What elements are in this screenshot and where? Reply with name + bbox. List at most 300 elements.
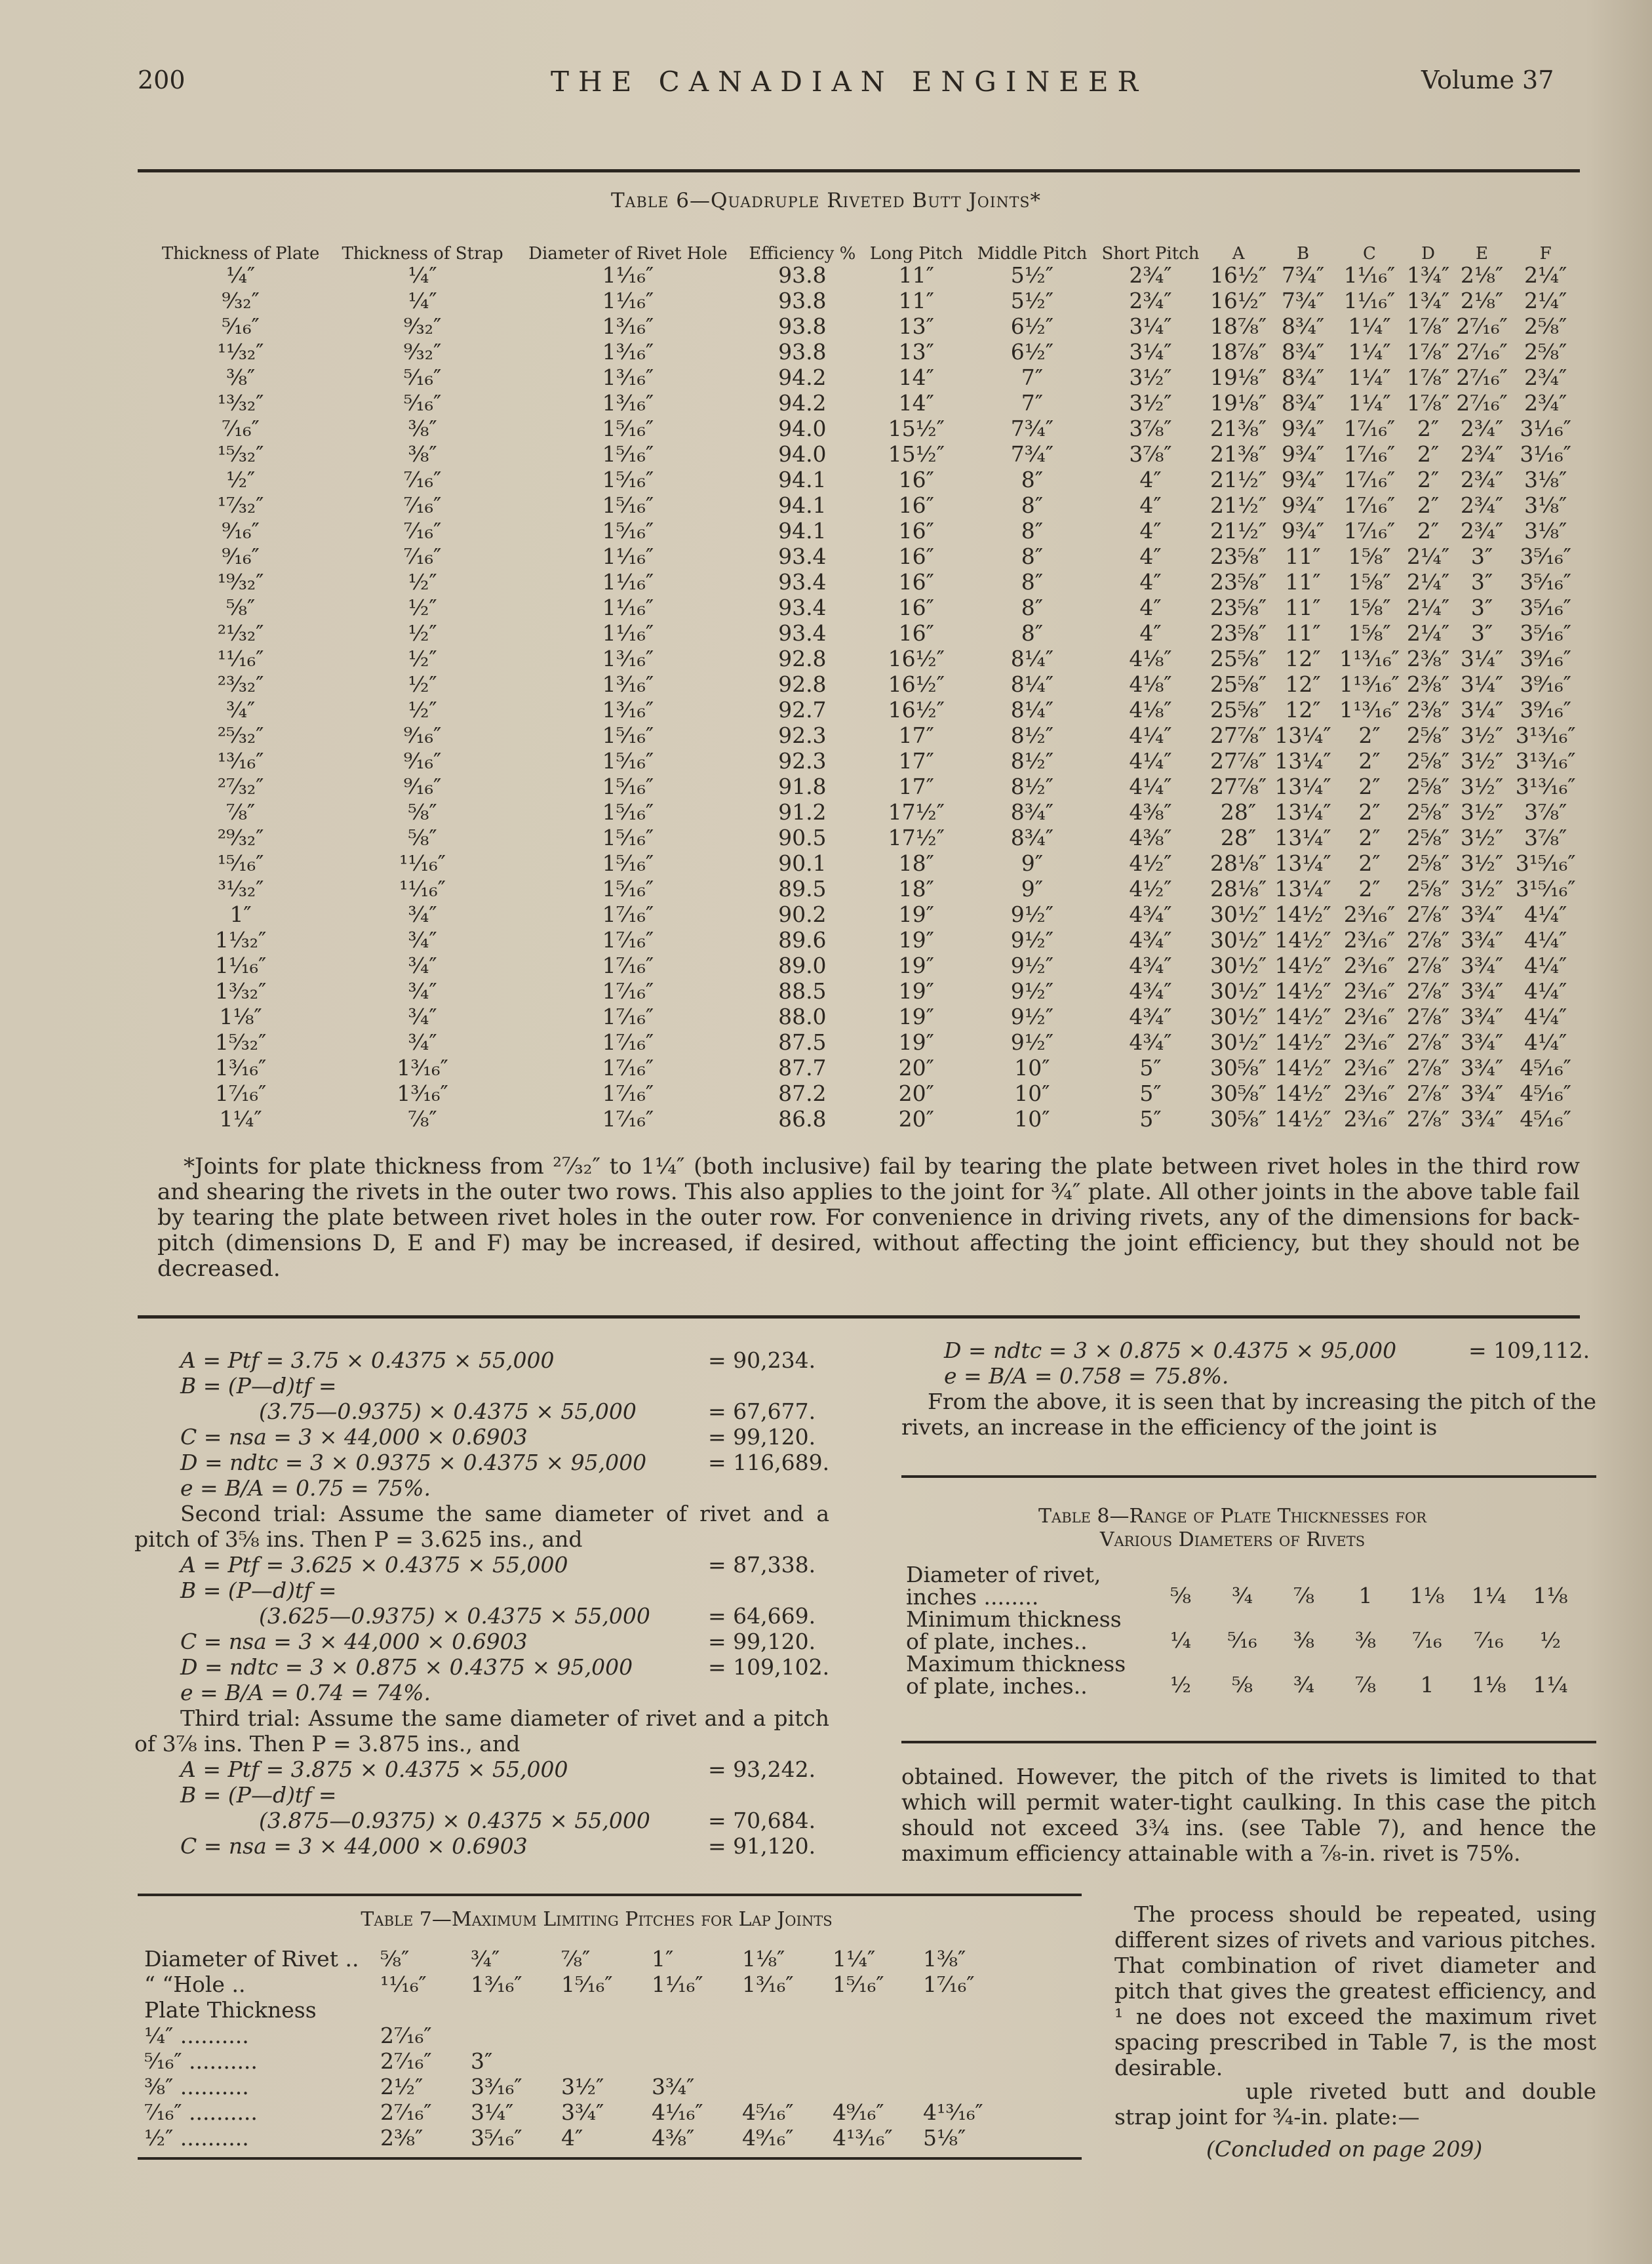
table7-cell xyxy=(736,2023,826,2048)
table6-cell: 4¾″ xyxy=(1129,1004,1172,1029)
table6-cell: ¹³⁄₃₂″ xyxy=(217,390,264,416)
table6-cell: 94.1 xyxy=(778,518,827,544)
table6-cell: 3¾″ xyxy=(1460,1029,1504,1055)
table6-cell: 89.5 xyxy=(778,876,827,902)
table8-cell: ¼ xyxy=(1170,1627,1191,1653)
table8-caption xyxy=(905,1505,1560,1552)
table6-cell: 16″ xyxy=(898,467,934,492)
table6-cell: ³¹⁄₃₂″ xyxy=(217,876,264,902)
table6-cell: 1³⁄₁₆″ xyxy=(602,365,654,390)
table7-cell: 1⅜″ xyxy=(923,1946,966,1972)
table6-cell: 3¹⁄₁₆″ xyxy=(1520,416,1571,441)
table6-cell: 1³⁄₁₆″ xyxy=(602,646,654,671)
table6-cell: 13¼″ xyxy=(1274,876,1331,902)
table6-cell: 90.5 xyxy=(778,825,827,850)
table6-cell: 2¼″ xyxy=(1524,262,1567,288)
table6-cell: 3″ xyxy=(1470,569,1493,595)
equation-result: = 70,684. xyxy=(708,1808,816,1833)
table6-cell: 8½″ xyxy=(1010,723,1054,748)
table6-cell: 4¼″ xyxy=(1524,927,1567,953)
table6-cell: 2³⁄₁₆″ xyxy=(1343,1004,1396,1029)
table6-cell: 3¾″ xyxy=(1460,1055,1504,1081)
table6-cell: 16½″ xyxy=(888,697,945,723)
table6-cell: ⁷⁄₁₆″ xyxy=(403,467,442,492)
table6-cell: 3¾″ xyxy=(1460,1004,1504,1029)
table6-cell: 8½″ xyxy=(1010,748,1054,774)
table6-cell: 4¾″ xyxy=(1129,902,1172,927)
table6-cell: 16½″ xyxy=(1210,288,1267,313)
table7-cell: 2½″ xyxy=(380,2074,423,2099)
table6-cell: 94.0 xyxy=(778,416,827,441)
table6-cell: 87.7 xyxy=(778,1055,827,1081)
table8-cell: 1 xyxy=(1358,1583,1373,1608)
table6-cell: 20″ xyxy=(898,1106,934,1132)
table6-cell: 4⅜″ xyxy=(1129,799,1172,825)
table6-cell: 1⁵⁄₁₆″ xyxy=(602,467,654,492)
table6-cell: 2¾″ xyxy=(1460,467,1504,492)
table6-cell: 4⅛″ xyxy=(1129,671,1172,697)
table6-cell: 92.3 xyxy=(778,748,827,774)
table7-cell: 1⅛″ xyxy=(742,1946,785,1972)
table6-cell: 9½″ xyxy=(1010,978,1054,1004)
table8-cell: 1¼ xyxy=(1533,1672,1568,1698)
table6-cell: 11″ xyxy=(1285,595,1321,620)
table6-cell: 30½″ xyxy=(1210,1029,1267,1055)
table6-cell: 1⁷⁄₁₆″ xyxy=(602,1081,654,1106)
table6-cell: 3⅞″ xyxy=(1524,799,1567,825)
table6-cell: 1⅛″ xyxy=(219,1004,262,1029)
table7-cell: ⅝″ xyxy=(380,1946,410,1972)
table6-cell: 8½″ xyxy=(1010,774,1054,799)
table6-cell: 93.4 xyxy=(778,569,827,595)
equation-result: = 99,120. xyxy=(708,1424,816,1450)
table6-cell: 30½″ xyxy=(1210,953,1267,978)
table6-cell: 1¹⁄₁₆″ xyxy=(214,953,267,978)
table6-cell: 1¹⁄₁₆″ xyxy=(1343,262,1396,288)
paragraph-pitch: From the above, it is seen that by increasing the pitch of the rivets, an increase in the efficiency of the joint is xyxy=(901,1389,1596,1440)
table7-cell: 4⁹⁄₁₆″ xyxy=(742,2125,794,2151)
table6-cell: ½″ xyxy=(408,620,437,646)
table6-cell: 2³⁄₁₆″ xyxy=(1343,902,1396,927)
table8-bottom-rule xyxy=(901,1741,1596,1743)
equation-left: C = nsa = 3 × 44,000 × 0.6903 xyxy=(180,1833,528,1859)
table6-cell: 3½″ xyxy=(1460,774,1504,799)
table6-cell: 3¾″ xyxy=(1460,1081,1504,1106)
table6-cell: 1⅞″ xyxy=(1406,313,1450,339)
table6-cell: ⁹⁄₃₂″ xyxy=(222,288,260,313)
table6-cell: 3¹³⁄₁₆″ xyxy=(1515,774,1576,799)
table6-cell: 8″ xyxy=(1021,467,1044,492)
table6-cell: 8″ xyxy=(1021,518,1044,544)
table6-cell: 4¼″ xyxy=(1524,978,1567,1004)
table6-row xyxy=(151,569,1580,595)
table6-cell: ⁹⁄₁₆″ xyxy=(222,518,260,544)
table6-cell: 1⁷⁄₁₆″ xyxy=(1343,467,1396,492)
table6-row xyxy=(151,1004,1580,1029)
table6-cell: 2⅞″ xyxy=(1406,1055,1450,1081)
table6-cell: 2¾″ xyxy=(1129,262,1172,288)
table6-cell: 2⅞″ xyxy=(1406,902,1450,927)
table6-cell: 2⅝″ xyxy=(1406,799,1450,825)
table6-cell: 4¾″ xyxy=(1129,953,1172,978)
table6-cell: 9½″ xyxy=(1010,902,1054,927)
table8-row-label: Diameter of rivet, inches ........ xyxy=(906,1562,1101,1610)
table7-cell: 3¾″ xyxy=(561,2099,604,2125)
table6-cell: 8″ xyxy=(1021,544,1044,569)
table8-cell: ⁵⁄₁₆ xyxy=(1227,1627,1257,1653)
table6-cell: 25⅝″ xyxy=(1210,646,1267,671)
table6-row xyxy=(151,1081,1580,1106)
table6-cell: ⅝″ xyxy=(226,595,256,620)
table6-cell: 1⁵⁄₁₆″ xyxy=(602,723,654,748)
table6-cell: 94.1 xyxy=(778,492,827,518)
table6-row xyxy=(151,1055,1580,1081)
table6-cell: ²⁷⁄₃₂″ xyxy=(217,774,264,799)
table6-cell: 12″ xyxy=(1285,646,1321,671)
table6-cell: 13¼″ xyxy=(1274,825,1331,850)
equation-result: = 109,112. xyxy=(1468,1338,1590,1363)
table6-cell: ½″ xyxy=(226,467,256,492)
table6-cell: 9½″ xyxy=(1010,953,1054,978)
table6-cell: 19″ xyxy=(898,953,934,978)
table6-cell: 4⁵⁄₁₆″ xyxy=(1520,1055,1571,1081)
table6-cell: 94.2 xyxy=(778,390,827,416)
table6-cell: 1⁵⁄₁₆″ xyxy=(602,416,654,441)
table6-cell: 3⅛″ xyxy=(1524,467,1567,492)
table7-cell: 1″ xyxy=(652,1946,674,1972)
table6-cell: ⁷⁄₁₆″ xyxy=(222,416,260,441)
table6-cell: 8¼″ xyxy=(1010,697,1054,723)
table7-plate-header xyxy=(138,1997,1007,2023)
table6-cell: 2⅝″ xyxy=(1406,850,1450,876)
table6-cell: 2⅝″ xyxy=(1524,339,1567,365)
equation-left: (3.875—0.9375) × 0.4375 × 55,000 xyxy=(259,1808,650,1833)
table6-cell: ⅝″ xyxy=(408,825,437,850)
table6-cell: 14½″ xyxy=(1274,1081,1331,1106)
table6-cell: 1³⁄₁₆″ xyxy=(397,1081,448,1106)
equation-result: = 116,689. xyxy=(708,1450,830,1475)
table6-cell: 1⁵⁄₁₆″ xyxy=(602,774,654,799)
table6-column-header: E xyxy=(1476,244,1489,264)
table6-cell: ¾″ xyxy=(408,902,437,927)
table6-cell: 1⅝″ xyxy=(1348,569,1391,595)
table6-cell: 5½″ xyxy=(1010,262,1054,288)
table8 xyxy=(898,1564,1581,1698)
table7-cell: ¹¹⁄₁₆″ xyxy=(380,1972,427,1997)
table6-cell: ¹⁷⁄₃₂″ xyxy=(217,492,264,518)
table6-cell: 2⅛″ xyxy=(1460,262,1504,288)
table7-cell xyxy=(736,2048,826,2074)
table6-cell: 1¹⁄₁₆″ xyxy=(602,620,654,646)
table6-cell: 1⁵⁄₁₆″ xyxy=(602,876,654,902)
table6-cell: 1¹⁄₁₆″ xyxy=(602,544,654,569)
table6-cell: 1⁵⁄₁₆″ xyxy=(602,441,654,467)
table6-cell: 3¹⁵⁄₁₆″ xyxy=(1515,850,1576,876)
table6-cell: ¾″ xyxy=(408,978,437,1004)
table7-cell xyxy=(916,2074,1007,2099)
table6-cell: 4⅛″ xyxy=(1129,646,1172,671)
table6-cell: 1¹⁄₁₆″ xyxy=(602,569,654,595)
section-rule xyxy=(138,1315,1580,1319)
table6-cell: ²⁹⁄₃₂″ xyxy=(217,825,264,850)
equation-result: = 91,120. xyxy=(708,1833,816,1859)
table6-cell: 1⁷⁄₁₆″ xyxy=(602,927,654,953)
table6-row xyxy=(151,1029,1580,1055)
table6-cell: 3⁹⁄₁₆″ xyxy=(1520,671,1571,697)
table8-cell: 1¼ xyxy=(1471,1583,1506,1608)
table6-cell: 30⅝″ xyxy=(1210,1106,1267,1132)
table7-cell: 3¾″ xyxy=(652,2074,695,2099)
equation-result: = 64,669. xyxy=(708,1603,816,1629)
table6-column-header: Diameter of Rivet Hole xyxy=(528,244,728,264)
table6-cell: 3″ xyxy=(1470,620,1493,646)
table6-cell: 92.8 xyxy=(778,671,827,697)
table6-cell: 9¾″ xyxy=(1281,467,1325,492)
table6-cell: 1⁵⁄₁₆″ xyxy=(602,799,654,825)
table6-cell: 9½″ xyxy=(1010,1029,1054,1055)
table6-cell: 2⅞″ xyxy=(1406,978,1450,1004)
table6-cell: 2¾″ xyxy=(1460,441,1504,467)
volume-label: Volume 37 xyxy=(1421,66,1554,94)
table7-cell xyxy=(916,2023,1007,2048)
table8-cell: 1 xyxy=(1420,1672,1434,1698)
table6-cell: 15½″ xyxy=(888,416,945,441)
table6-cell: 4″ xyxy=(1139,492,1162,518)
table6-cell: 3¹⁄₁₆″ xyxy=(1520,441,1571,467)
table6-cell: ¹³⁄₁₆″ xyxy=(217,748,264,774)
table6-cell: 4¼″ xyxy=(1524,1004,1567,1029)
table7-cell xyxy=(826,2048,916,2074)
table6-cell: 4¼″ xyxy=(1129,774,1172,799)
table6-cell: 2⅝″ xyxy=(1406,748,1450,774)
equation-left: A = Ptf = 3.75 × 0.4375 × 55,000 xyxy=(180,1347,555,1373)
table6-cell: 2″ xyxy=(1358,799,1381,825)
table6-cell: 3⁵⁄₁₆″ xyxy=(1520,569,1571,595)
table7-row xyxy=(138,2074,1007,2099)
table6-cell: 4¾″ xyxy=(1129,978,1172,1004)
table6-cell: 2¼″ xyxy=(1524,288,1567,313)
table6-cell: 3⁵⁄₁₆″ xyxy=(1520,620,1571,646)
table6-cell: 12″ xyxy=(1285,697,1321,723)
table6-cell: 23⅝″ xyxy=(1210,569,1267,595)
table6-cell: 2⅞″ xyxy=(1406,927,1450,953)
table6-cell: 91.2 xyxy=(778,799,827,825)
table6-row xyxy=(151,825,1580,850)
table6-cell: 3½″ xyxy=(1460,723,1504,748)
table6-cell: 4⁵⁄₁₆″ xyxy=(1520,1106,1571,1132)
table7 xyxy=(138,1946,1007,2151)
table6-cell: 2⁷⁄₁₆″ xyxy=(1456,313,1508,339)
table7-cell: 1⁷⁄₁₆″ xyxy=(923,1972,975,1997)
table8-cell: 1⅛ xyxy=(1533,1583,1568,1608)
table6-cell: 5″ xyxy=(1139,1081,1162,1106)
table6-cell: ⅝″ xyxy=(408,799,437,825)
table6-cell: 1⁷⁄₁₆″ xyxy=(602,1106,654,1132)
table6-cell: 4¼″ xyxy=(1524,902,1567,927)
table6-cell: 3⁵⁄₁₆″ xyxy=(1520,595,1571,620)
journal-title: THE CANADIAN ENGINEER xyxy=(551,66,1148,98)
table6-cell: 9¾″ xyxy=(1281,416,1325,441)
table6-cell: 20″ xyxy=(898,1081,934,1106)
page-number: 200 xyxy=(138,66,186,94)
table6-cell: 2¼″ xyxy=(1406,544,1450,569)
table6-cell: 4⅜″ xyxy=(1129,825,1172,850)
equation-result: = 67,677. xyxy=(708,1399,816,1424)
table6-cell: 3¼″ xyxy=(1129,339,1172,365)
table6-cell: 14″ xyxy=(898,390,934,416)
table6-cell: 1⁷⁄₁₆″ xyxy=(602,1004,654,1029)
table6-cell: 3½″ xyxy=(1460,825,1504,850)
table6-row xyxy=(151,902,1580,927)
table6-cell: 15½″ xyxy=(888,441,945,467)
table6-cell: 13¼″ xyxy=(1274,850,1331,876)
table8-row xyxy=(898,1653,1581,1698)
table6-cell: 12″ xyxy=(1285,671,1321,697)
table7-cell xyxy=(555,2023,645,2048)
table8-caption-line2: Various Diameters of Rivets xyxy=(1099,1528,1366,1551)
second-trial-text: Second trial: Assume the same diameter of rivet and a pitch of 3⅝ ins. Then P = 3.625 ins., and xyxy=(134,1501,829,1552)
table6-cell: 3⅞″ xyxy=(1129,416,1172,441)
table7-cell: 2⅜″ xyxy=(380,2125,423,2151)
table6-cell: 2″ xyxy=(1417,492,1440,518)
table6-cell: 88.0 xyxy=(778,1004,827,1029)
table6-row xyxy=(151,850,1580,876)
table6-cell: 2″ xyxy=(1358,748,1381,774)
table6-cell: 13¼″ xyxy=(1274,723,1331,748)
table6-cell: 4½″ xyxy=(1129,850,1172,876)
equation-result: = 99,120. xyxy=(708,1629,816,1654)
table6-cell: 3¾″ xyxy=(1460,978,1504,1004)
table6-cell: 2¾″ xyxy=(1524,365,1567,390)
table6-cell: ¾″ xyxy=(408,953,437,978)
table7-cell: 2⁷⁄₁₆″ xyxy=(380,2023,432,2048)
table6-cell: 16″ xyxy=(898,620,934,646)
table6-cell: 1⁷⁄₁₆″ xyxy=(602,1055,654,1081)
table6-cell: 3¾″ xyxy=(1460,902,1504,927)
table6-cell: ¹⁵⁄₁₆″ xyxy=(217,850,264,876)
table6-cell: 2″ xyxy=(1358,774,1381,799)
table6-cell: ⅜″ xyxy=(226,365,256,390)
table6-cell: 2⅝″ xyxy=(1524,313,1567,339)
table6-cell: 2³⁄₁₆″ xyxy=(1343,927,1396,953)
table6-cell: 1⅞″ xyxy=(1406,365,1450,390)
table6-cell: 19⅛″ xyxy=(1210,390,1267,416)
table6-cell: 2⅜″ xyxy=(1406,646,1450,671)
paragraph-next: uple riveted butt and double strap joint for ¾-in. plate:— xyxy=(1114,2078,1596,2130)
table6-cell: 16½″ xyxy=(888,671,945,697)
table6-cell: 13¼″ xyxy=(1274,799,1331,825)
table6-row xyxy=(151,723,1580,748)
table6-cell: 7¾″ xyxy=(1010,416,1054,441)
table6-cell: ⁷⁄₁₆″ xyxy=(403,518,442,544)
table6-column-header: Efficiency % xyxy=(749,244,856,264)
table6-cell: 28″ xyxy=(1220,799,1257,825)
table6-cell: 11″ xyxy=(1285,569,1321,595)
table6-cell: 18⅞″ xyxy=(1210,339,1267,365)
table6-cell: ¼″ xyxy=(408,288,437,313)
table7-row-label: “ “Hole .. xyxy=(144,1972,246,1997)
table6-cell: 89.6 xyxy=(778,927,827,953)
table6-cell: 19″ xyxy=(898,927,934,953)
table6-cell: 3½″ xyxy=(1460,876,1504,902)
table6-header-row xyxy=(151,223,1580,262)
table6-cell: ¹¹⁄₁₆″ xyxy=(399,850,446,876)
table6-cell: 4¼″ xyxy=(1524,953,1567,978)
table6-cell: 4⅛″ xyxy=(1129,697,1172,723)
table6-cell: 2″ xyxy=(1358,876,1381,902)
table6-cell: ¹⁹⁄₃₂″ xyxy=(217,569,264,595)
table6-cell: 8¼″ xyxy=(1010,646,1054,671)
table8-cell: ¾ xyxy=(1232,1583,1253,1608)
table6-cell: 6½″ xyxy=(1010,339,1054,365)
table8-cell: ⁷⁄₁₆ xyxy=(1474,1627,1504,1653)
table6-cell: 2⁷⁄₁₆″ xyxy=(1456,339,1508,365)
table6-cell: 2⁷⁄₁₆″ xyxy=(1456,390,1508,416)
table6-cell: ⅞″ xyxy=(408,1106,437,1132)
table6-row xyxy=(151,671,1580,697)
table6-cell: 1¼″ xyxy=(1348,390,1391,416)
table6-cell: 25⅝″ xyxy=(1210,671,1267,697)
concluded-note: (Concluded on page 209) xyxy=(1206,2136,1483,2162)
table6-cell: 14½″ xyxy=(1274,927,1331,953)
table7-cell xyxy=(645,2023,736,2048)
table6-cell: 8″ xyxy=(1021,569,1044,595)
table6-cell: 8″ xyxy=(1021,620,1044,646)
table6-cell: 2″ xyxy=(1417,467,1440,492)
table7-cell xyxy=(736,2074,826,2099)
table6-column-header: F xyxy=(1539,244,1552,264)
table6-cell: 7¾″ xyxy=(1281,288,1325,313)
table6-cell: ½″ xyxy=(408,646,437,671)
table6-cell: 11″ xyxy=(1285,544,1321,569)
table6-cell: 14½″ xyxy=(1274,953,1331,978)
table7-cell: 1¼″ xyxy=(833,1946,876,1972)
table6-cell: 14″ xyxy=(898,365,934,390)
table6-cell: 2¾″ xyxy=(1129,288,1172,313)
table6-cell: 2⅞″ xyxy=(1406,1106,1450,1132)
table6-cell: 11″ xyxy=(1285,620,1321,646)
table6-row xyxy=(151,748,1580,774)
table6-cell: 17½″ xyxy=(888,825,945,850)
table6-cell: 90.2 xyxy=(778,902,827,927)
table6-cell: 16″ xyxy=(898,595,934,620)
table6-column-header: C xyxy=(1363,244,1376,264)
table6-cell: ⁹⁄₁₆″ xyxy=(403,723,442,748)
table6-cell: 3⅞″ xyxy=(1524,825,1567,850)
table7-cell: 4″ xyxy=(561,2125,583,2151)
table6-cell: 3⁵⁄₁₆″ xyxy=(1520,544,1571,569)
table6-cell: 2″ xyxy=(1358,723,1381,748)
table6-cell: 2⅝″ xyxy=(1406,774,1450,799)
table6-cell: 9″ xyxy=(1021,850,1044,876)
table7-cell: 4¹³⁄₁₆″ xyxy=(833,2125,893,2151)
table6-cell: 3¼″ xyxy=(1460,646,1504,671)
table6-cell: ½″ xyxy=(408,671,437,697)
table7-hole-row xyxy=(138,1972,1007,1997)
table6-cell: 27⅞″ xyxy=(1210,723,1267,748)
table6-cell: 9½″ xyxy=(1010,1004,1054,1029)
table6-cell: 1⁵⁄₁₆″ xyxy=(602,825,654,850)
table8-cell: ½ xyxy=(1540,1627,1561,1653)
paragraph-caulking: obtained. However, the pitch of the rivets is limited to that which will permit water-tight caulking. In this case the pitch should not exceed 3¾ ins. (see Table 7), and hence the maximum efficiency attainable with a ⅞-in. rivet is 75%. xyxy=(901,1764,1596,1866)
table6-cell: ⁵⁄₁₆″ xyxy=(222,313,260,339)
table8-top-rule xyxy=(901,1475,1596,1478)
table6-cell: 23⅝″ xyxy=(1210,620,1267,646)
table6-cell: 4¾″ xyxy=(1129,1029,1172,1055)
table6-cell: 1⅞″ xyxy=(1406,339,1450,365)
table6-cell: 27⅞″ xyxy=(1210,774,1267,799)
table6-cell: 89.0 xyxy=(778,953,827,978)
